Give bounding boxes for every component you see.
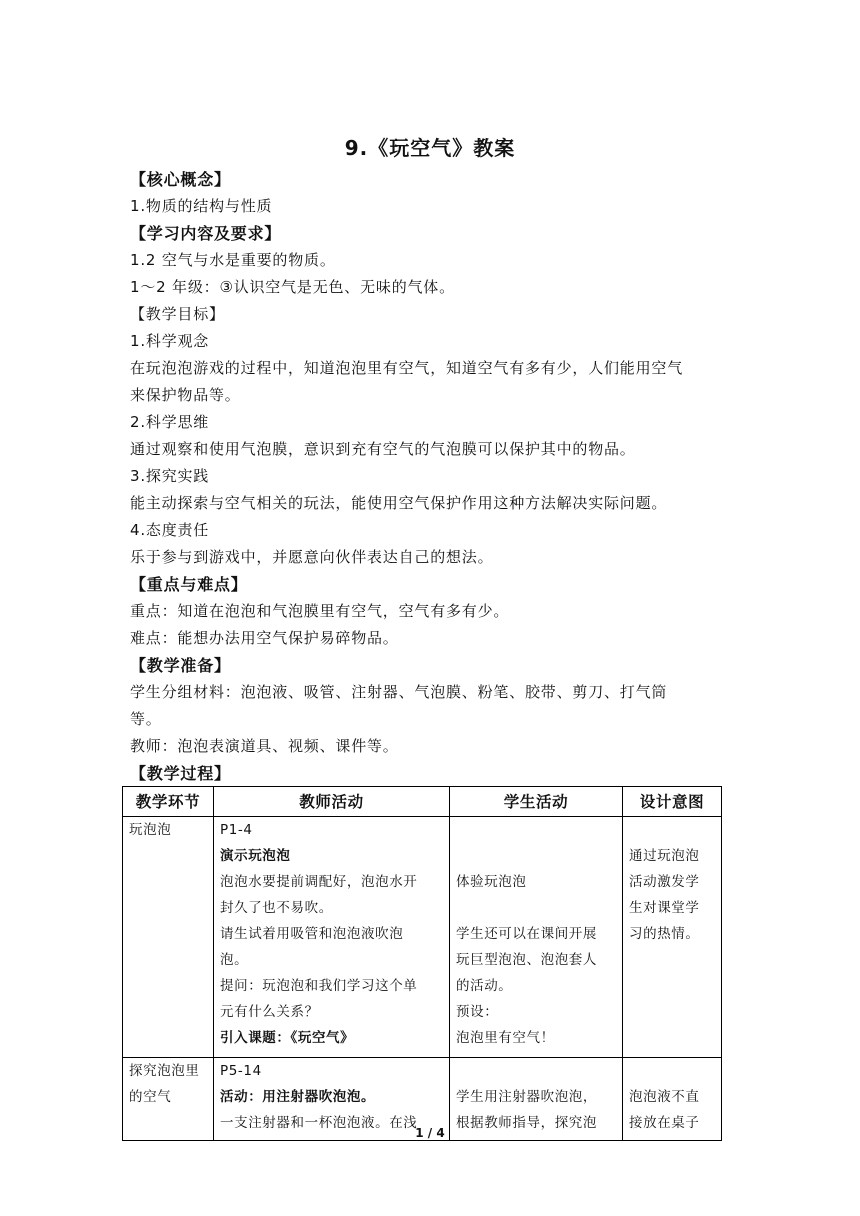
row1-teacher-line: 泡泡水要提前调配好，泡泡水开 xyxy=(220,874,418,890)
goal-3-text: 能主动探索与空气相关的玩法，能使用空气保护作用这种方法解决实际问题。 xyxy=(130,494,668,512)
difficulty-text: 难点：能想办法用空气保护易碎物品。 xyxy=(130,629,399,647)
section-heading-prep: 【教学准备】 xyxy=(130,656,231,675)
row1-teacher-line: 泡。 xyxy=(220,952,249,968)
row1-teacher-line: 封久了也不易吹。 xyxy=(220,900,333,916)
row2-intent-line: 泡泡液不直 xyxy=(629,1089,700,1105)
row1-intent-line: 通过玩泡泡 xyxy=(629,848,700,864)
prep-students-a: 学生分组材料：泡泡液、吸管、注射器、气泡膜、粉笔、胶带、剪刀、打气筒 xyxy=(130,683,668,701)
table-header-row xyxy=(123,787,722,817)
header-stage: 教学环节 xyxy=(123,787,214,817)
row1-teacher-line: 元有什么关系？ xyxy=(220,1004,319,1020)
section-heading-content: 【学习内容及要求】 xyxy=(130,224,282,243)
row1-intent-cell xyxy=(623,817,722,1058)
row1-teacher-line: 引入课题：《玩空气》 xyxy=(220,1030,355,1046)
content-item-1: 1.2 空气与水是重要的物质。 xyxy=(130,251,336,269)
prep-students-b: 等。 xyxy=(130,710,162,728)
header-teacher-activity: 教师活动 xyxy=(214,787,450,817)
row1-student-line: 的活动。 xyxy=(456,978,513,994)
row1-student-cell xyxy=(450,817,623,1058)
table-row xyxy=(123,817,722,1058)
row1-teacher-line: 请生试着用吸管和泡泡液吹泡 xyxy=(220,926,404,942)
row2-teacher-line: P5-14 xyxy=(220,1063,262,1079)
row2-teacher-line: 活动：用注射器吹泡泡。 xyxy=(220,1089,376,1105)
document-title: 9.《玩空气》教案 xyxy=(344,136,516,160)
goal-4-title: 4.态度责任 xyxy=(130,521,210,539)
row1-student-line: 泡泡里有空气！ xyxy=(456,1030,555,1046)
key-point-text: 重点：知道在泡泡和气泡膜里有空气，空气有多有少。 xyxy=(130,602,510,620)
row1-teacher-line: 提问：玩泡泡和我们学习这个单 xyxy=(220,978,418,994)
core-concept-text: 1.物质的结构与性质 xyxy=(130,197,273,215)
section-heading-key: 【重点与难点】 xyxy=(130,575,248,594)
row1-student-line: 预设： xyxy=(456,1004,499,1020)
row1-teacher-cell xyxy=(214,817,450,1058)
row1-stage-cell xyxy=(123,817,214,1058)
row2-student-line: 学生用注射器吹泡泡， xyxy=(456,1089,597,1105)
row2-teacher-line: 一支注射器和一杯泡泡液。在浅 xyxy=(220,1115,418,1131)
row1-stage: 玩泡泡 xyxy=(129,822,172,838)
goal-3-title: 3.探究实践 xyxy=(130,467,210,485)
header-student-activity: 学生活动 xyxy=(450,787,623,817)
row1-teacher-line: 演示玩泡泡 xyxy=(220,848,291,864)
section-heading-core-concept: 【核心概念】 xyxy=(130,170,231,189)
row2-stage-line: 的空气 xyxy=(129,1089,172,1105)
row2-stage-line: 探究泡泡里 xyxy=(129,1063,200,1079)
row2-intent-line: 接放在桌子 xyxy=(629,1115,700,1131)
goal-4-text: 乐于参与到游戏中，并愿意向伙伴表达自己的想法。 xyxy=(130,548,494,566)
goal-1-text-a: 在玩泡泡游戏的过程中，知道泡泡里有空气，知道空气有多有少，人们能用空气 xyxy=(130,359,684,377)
row1-intent-line: 习的热情。 xyxy=(629,926,700,942)
row1-student-line: 学生还可以在课间开展 xyxy=(456,926,597,942)
section-heading-process: 【教学过程】 xyxy=(130,764,231,783)
goal-1-title: 1.科学观念 xyxy=(130,332,210,350)
row1-student-line: 玩巨型泡泡、泡泡套人 xyxy=(456,952,597,968)
prep-teacher: 教师：泡泡表演道具、视频、课件等。 xyxy=(130,737,399,755)
goal-1-text-b: 来保护物品等。 xyxy=(130,386,241,404)
teaching-process-table xyxy=(122,786,722,1141)
goal-2-text: 通过观察和使用气泡膜，意识到充有空气的气泡膜可以保护其中的物品。 xyxy=(130,440,636,458)
page-number: 1 / 4 xyxy=(415,1126,445,1140)
row1-teacher-line: P1-4 xyxy=(220,822,253,838)
row1-intent-line: 活动激发学 xyxy=(629,874,700,890)
content-item-2: 1～2 年级：③认识空气是无色、无味的气体。 xyxy=(130,278,455,296)
row1-student-line: 体验玩泡泡 xyxy=(456,874,527,890)
row1-intent-line: 生对课堂学 xyxy=(629,900,700,916)
header-design-intent: 设计意图 xyxy=(623,787,722,817)
goal-2-title: 2.科学思维 xyxy=(130,413,210,431)
row2-student-line: 根据教师指导，探究泡 xyxy=(456,1115,597,1131)
section-heading-goals: 【教学目标】 xyxy=(130,305,225,323)
